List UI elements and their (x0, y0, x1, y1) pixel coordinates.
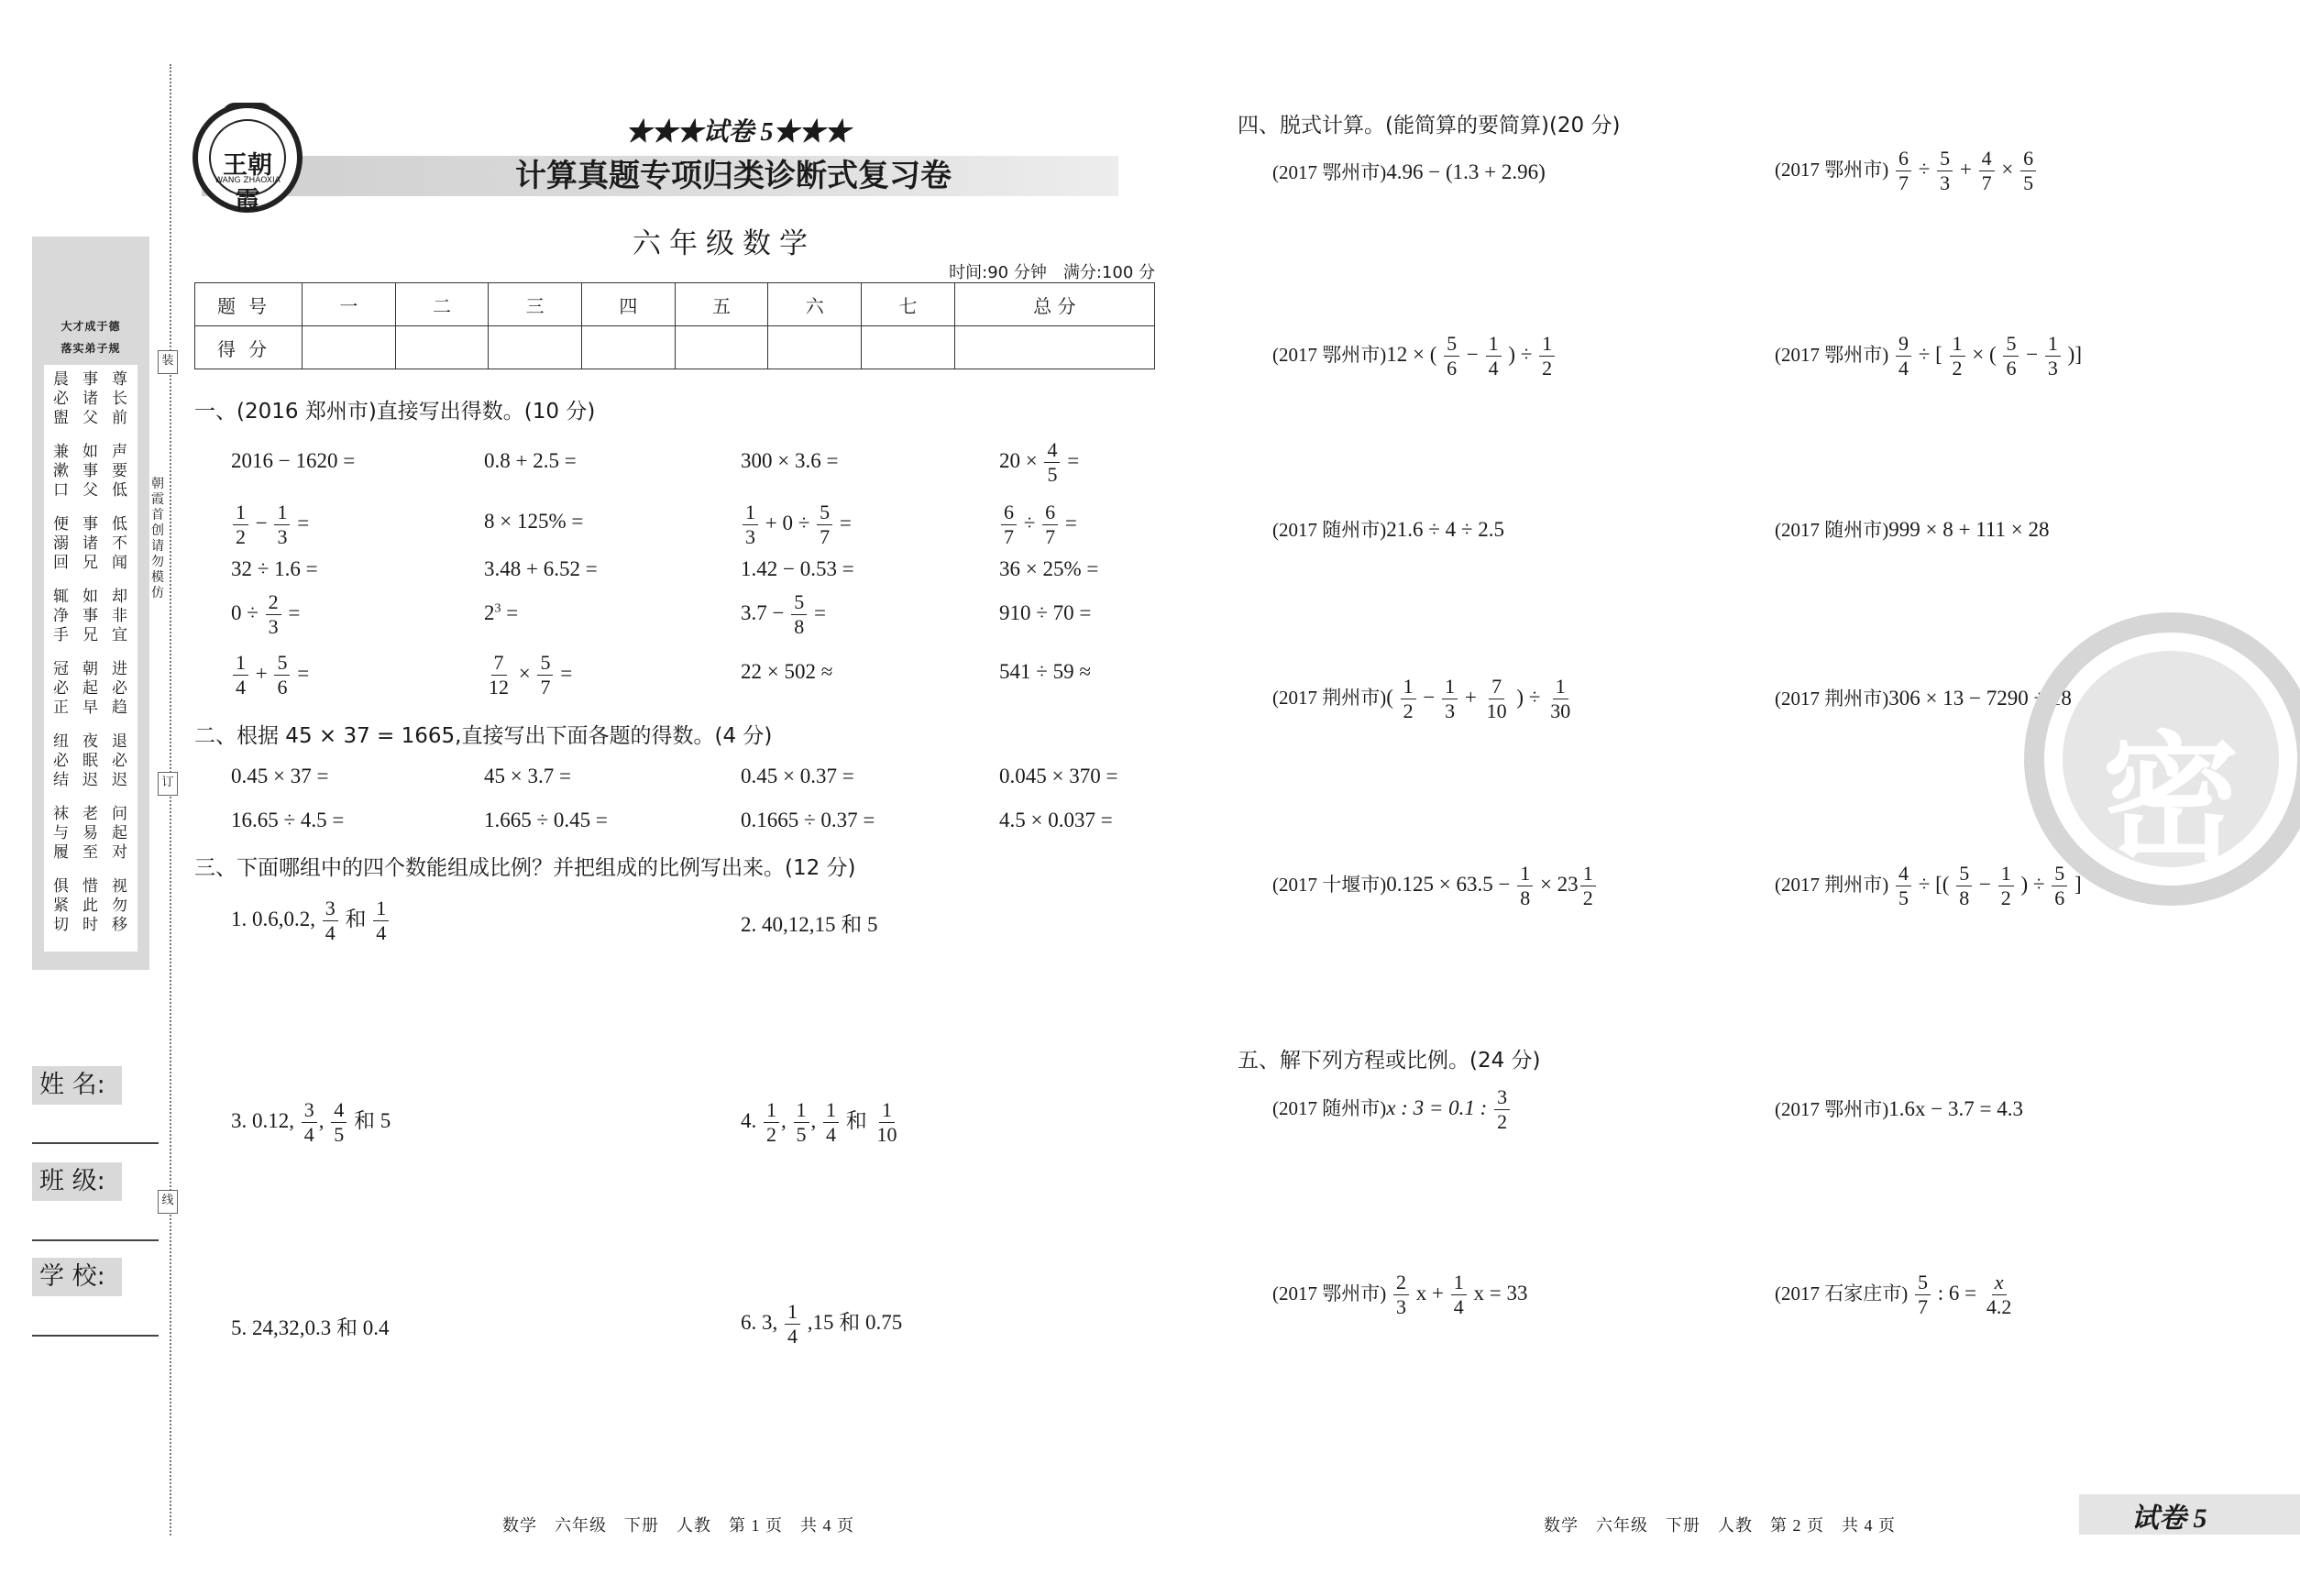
q2-a4: 0.045 × 370 = (999, 765, 1118, 787)
q4-d2: (2017 荆州市)306 × 13 − 7290 ÷ 18 (1775, 687, 2072, 710)
q1-e3: 22 × 502 ≈ (741, 660, 833, 683)
q2-b1: 16.65 ÷ 4.5 = (231, 809, 345, 831)
school-label: 学 校: (32, 1258, 122, 1296)
score-cell[interactable] (768, 326, 862, 369)
q5-b2: (2017 石家庄市) $\frac{5}{7}$ : 6 = $\frac{x}{4.2}$ (1775, 1271, 2012, 1318)
q4-c2: (2017 随州市)999 × 8 + 111 × 28 (1775, 518, 2050, 541)
motto-column: 晨必盥 (53, 370, 69, 427)
motto-column: 视勿移 (112, 877, 127, 934)
bind-mark-zhuang: 装 (158, 350, 178, 374)
q1-c2: 3.48 + 6.52 = (484, 557, 598, 580)
motto-column: 如事兄 (83, 588, 98, 644)
q1-c3: 1.42 − 0.53 = (741, 557, 854, 580)
section-2-title: 二、根据 45 × 37 = 1665,直接写出下面各题的得数。(4 分) (194, 724, 773, 748)
motto-column: 俱紧切 (53, 877, 69, 934)
motto-column: 却非宜 (112, 588, 127, 644)
motto-column: 低不闻 (112, 515, 127, 572)
q1-b1: $\frac{1}{2}$ − $\frac{1}{3}$ = (231, 501, 309, 549)
name-label: 姓 名: (32, 1066, 122, 1105)
q2-b2: 1.665 ÷ 0.45 = (484, 809, 608, 831)
score-cell[interactable] (954, 326, 1154, 369)
motto-column: 纽必结 (53, 732, 69, 789)
motto-column: 夜眠迟 (83, 732, 98, 789)
q3-p2: 2. 40,12,15 和 5 (741, 913, 878, 936)
q1-c1: 32 ÷ 1.6 = (231, 557, 318, 580)
motto-column: 袜与履 (53, 805, 69, 862)
q1-e4: 541 ÷ 59 ≈ (999, 660, 1091, 683)
score-cell[interactable] (489, 326, 582, 369)
score-col-label: 题号 (195, 283, 303, 326)
section-3-title: 三、下面哪组中的四个数能组成比例？并把组成的比例写出来。(12 分) (194, 856, 856, 880)
secret-stamp-char: 密 (2101, 720, 2239, 879)
q2-a3: 0.45 × 0.37 = (741, 765, 854, 787)
q1-d2: $2^3$ = (484, 601, 519, 624)
main-title: 计算真题专项归类诊断式复习卷 (515, 158, 952, 194)
motto-column: 退必迟 (112, 732, 127, 789)
q5-b1: (2017 鄂州市) $\frac{2}{3}$ x + $\frac{1}{4}$ x = 33 (1272, 1271, 1528, 1318)
q2-a2: 45 × 3.7 = (484, 765, 571, 787)
class-label: 班 级: (32, 1162, 122, 1201)
bind-mark-ding: 订 (158, 772, 178, 796)
score-table (194, 282, 1155, 369)
q4-b1: (2017 鄂州市)12 × ( $\frac{5}{6}$ − $\frac{1}{4}$ ) ÷ $\frac{1}{2}$ (1272, 332, 1557, 380)
footer-left: 数学 六年级 下册 人教 第 1 页 共 4 页 (502, 1516, 854, 1535)
score-col-5: 五 (675, 283, 768, 326)
score-header-row (195, 283, 1155, 326)
motto-column: 事诸父 (83, 370, 98, 427)
section-4-title: 四、脱式计算。(能简算的要简算)(20 分) (1238, 114, 1621, 138)
q5-a2: (2017 鄂州市)1.6x − 3.7 = 4.3 (1775, 1097, 2023, 1120)
motto-head-1: 大才成于德 (61, 320, 121, 333)
score-cell[interactable] (303, 326, 396, 369)
score-cell[interactable] (862, 326, 955, 369)
q3-p3: 3. 0.12, $\frac{3}{4}$ , $\frac{4}{5}$ 和 5 (231, 1098, 391, 1146)
motto-column: 尊长前 (112, 370, 127, 427)
q2-a1: 0.45 × 37 = (231, 765, 329, 787)
score-cell[interactable] (675, 326, 768, 369)
motto-column: 声要低 (112, 443, 127, 500)
footer-right: 数学 六年级 下册 人教 第 2 页 共 4 页 (1544, 1516, 1896, 1535)
score-col-6: 六 (768, 283, 862, 326)
q1-e1: $\frac{1}{4}$ + $\frac{5}{6}$ = (231, 651, 309, 699)
motto-column: 冠必正 (53, 660, 69, 717)
q1-a4: 20 × $\frac{4}{5}$ = (999, 438, 1080, 486)
q4-a2: (2017 鄂州市) $\frac{6}{7}$ ÷ $\frac{5}{3}$ + $\frac{4}{7}$ × $\frac{6}{5}$ (1775, 147, 2038, 195)
logo-text: 王朝霞 (223, 151, 272, 215)
q4-a1: (2017 鄂州市)4.96 − (1.3 + 2.96) (1272, 160, 1546, 183)
q3-p6: 6. 3, $\frac{1}{4}$ ,15 和 0.75 (741, 1300, 903, 1348)
motto-column: 辄净手 (53, 588, 69, 644)
q1-e2: $\frac{7}{12}$ × $\frac{5}{7}$ = (489, 651, 573, 699)
paper-tag: ★★★试卷 5★★★ (625, 118, 851, 147)
q2-b4: 4.5 × 0.037 = (999, 809, 1113, 831)
motto-column: 如事父 (83, 443, 98, 500)
score-row (195, 326, 1155, 369)
score-cell[interactable] (395, 326, 489, 369)
q1-b4: $\frac{6}{7}$ ÷ $\frac{6}{7}$ = (999, 501, 1077, 549)
q1-d1: 0 ÷ $\frac{2}{3}$ = (231, 590, 301, 638)
q4-e2: (2017 荆州市) $\frac{4}{5}$ ÷ [( $\frac{5}{8}$ − $\frac{1}{2}$ ) ÷ $\frac{5}{6}$ ] (1775, 862, 2082, 909)
q1-d3: 3.7 − $\frac{5}{8}$ = (741, 590, 826, 638)
bind-text: 朝霞首创 请勿模仿 (151, 477, 177, 600)
motto-head-2: 落实弟子规 (61, 342, 121, 355)
corner-label: 试卷 5 (2131, 1503, 2207, 1534)
q1-b2: 8 × 125% = (484, 510, 584, 533)
motto-column: 朝起早 (83, 660, 98, 717)
q1-c4: 36 × 25% = (999, 557, 1099, 580)
q1-a1: 2016 − 1620 = (231, 449, 356, 472)
time-info: 时间:90 分钟 满分:100 分 (949, 263, 1155, 282)
q1-d4: 910 ÷ 70 = (999, 601, 1092, 624)
q1-a3: 300 × 3.6 = (741, 449, 839, 472)
motto-column: 惜此时 (83, 877, 98, 934)
score-col-3: 三 (489, 283, 582, 326)
q4-d1: (2017 荆州市)( $\frac{1}{2}$ − $\frac{1}{3}$ + $\frac{7}{10}$ ) ÷ $\frac{1}{30}$ (1272, 675, 1571, 722)
section-1-title: 一、(2016 郑州市)直接写出得数。(10 分) (194, 400, 596, 424)
q4-c1: (2017 随州市)21.6 ÷ 4 ÷ 2.5 (1272, 518, 1504, 541)
cut-line (170, 64, 171, 1535)
q5-a1: (2017 随州市)x : 3 = 0.1 : $\frac{3}{2}$ (1272, 1085, 1512, 1134)
section-5-title: 五、解下列方程或比例。(24 分) (1238, 1049, 1541, 1073)
q4-b2: (2017 鄂州市) $\frac{9}{4}$ ÷ [ $\frac{1}{2}$ × ( $\frac{5}{6}$ − $\frac{1}{3}$ )] (1775, 332, 2082, 380)
q3-p1: 1. 0.6,0.2, $\frac{3}{4}$ 和 $\frac{1}{4}$ (231, 897, 391, 945)
score-col-1: 一 (303, 283, 396, 326)
q4-e1: (2017 十堰市)0.125 × 63.5 − $\frac{1}{8}$ × 23 $\frac{1}{2}$ (1272, 862, 1598, 910)
grade-title: 六年级数学 (633, 227, 816, 260)
q2-b3: 0.1665 ÷ 0.37 = (741, 809, 875, 831)
score-col-2: 二 (395, 283, 489, 326)
q3-p5: 5. 24,32,0.3 和 0.4 (231, 1316, 390, 1339)
motto-column: 老易至 (83, 805, 98, 862)
name-line[interactable] (32, 1142, 159, 1144)
q3-p4: 4. $\frac{1}{2}$ , $\frac{1}{5}$ , $\frac{1}{4}$ 和 $\frac{1}{10}$ (741, 1098, 897, 1146)
school-line[interactable] (32, 1335, 159, 1337)
score-row-label: 得分 (195, 326, 303, 369)
score-col-7: 七 (862, 283, 955, 326)
motto-column: 便溺回 (53, 515, 69, 572)
score-col-total: 总 分 (954, 283, 1154, 326)
crown-icon (222, 103, 273, 116)
logo-subtext: WANG ZHAOXIA (215, 176, 281, 185)
motto-column: 进必趋 (112, 660, 127, 717)
q1-b3: $\frac{1}{3}$ + 0 ÷ $\frac{5}{7}$ = (741, 501, 852, 549)
motto-column: 兼漱口 (53, 443, 69, 500)
score-col-4: 四 (582, 283, 676, 326)
motto-column: 事诸兄 (83, 515, 98, 572)
class-line[interactable] (32, 1239, 159, 1241)
score-cell[interactable] (582, 326, 676, 369)
motto-column: 问起对 (112, 805, 127, 862)
bind-mark-xian: 线 (158, 1190, 178, 1214)
q1-a2: 0.8 + 2.5 = (484, 449, 577, 472)
